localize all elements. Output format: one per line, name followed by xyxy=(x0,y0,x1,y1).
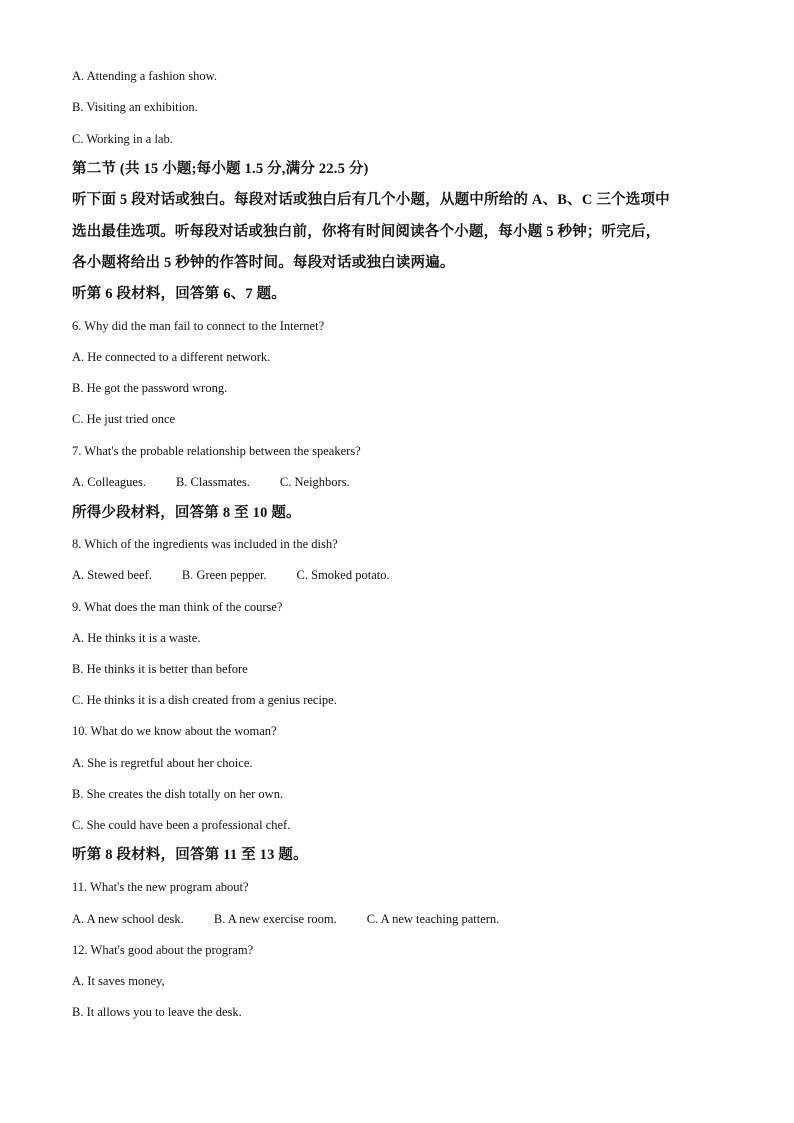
section-heading: 第二节 (共 15 小题;每小题 1.5 分,满分 22.5 分) xyxy=(72,161,369,177)
question-line: 6. Why did the man fail to connect to the Internet? xyxy=(72,319,325,333)
question-line: 7. What's the probable relationship between the speakers? xyxy=(72,444,361,458)
material-heading: 听第 6 段材料，回答第 6、7 题。 xyxy=(72,286,287,302)
option: C. Smoked potato. xyxy=(296,568,390,582)
option-line: B. It allows you to leave the desk. xyxy=(72,1005,242,1019)
question-line: 9. What does the man think of the course? xyxy=(72,600,283,614)
options-row xyxy=(72,474,350,490)
option: B. Classmates. xyxy=(175,475,250,489)
option: A. A new school desk. xyxy=(72,912,184,926)
option-line: C. Working in a lab. xyxy=(72,132,173,146)
material-heading: 所得少段材料，回答第 8 至 10 题。 xyxy=(72,505,301,521)
option: C. Neighbors. xyxy=(279,475,350,489)
option: A. Colleagues. xyxy=(72,475,146,489)
question-line: 10. What do we know about the woman? xyxy=(72,724,277,738)
option-line: B. He thinks it is better than before xyxy=(72,662,248,676)
option-line: A. Attending a fashion show. xyxy=(72,69,218,83)
option-line: A. It saves money, xyxy=(72,974,165,988)
material-heading: 听第 8 段材料，回答第 11 至 13 题。 xyxy=(72,847,308,863)
option-line: C. He thinks it is a dish created from a genius recipe. xyxy=(72,693,337,707)
option: B. Green pepper. xyxy=(181,568,267,582)
option-line: C. She could have been a professional chef. xyxy=(72,818,291,832)
option: A. Stewed beef. xyxy=(72,568,152,582)
option-line: B. Visiting an exhibition. xyxy=(72,100,198,114)
question-line: 8. Which of the ingredients was included in the dish? xyxy=(72,537,338,551)
option: B. A new exercise room. xyxy=(213,912,337,926)
options-row xyxy=(72,911,499,927)
option-line: B. He got the password wrong. xyxy=(72,381,228,395)
question-line: 11. What's the new program about? xyxy=(72,880,249,894)
option-line: A. He thinks it is a waste. xyxy=(72,631,201,645)
question-line: 12. What's good about the program? xyxy=(72,943,254,957)
instruction-line: 各小题将给出 5 秒钟的作答时间。每段对话或独白读两遍。 xyxy=(72,255,455,271)
options-row xyxy=(72,567,390,583)
option-line: A. She is regretful about her choice. xyxy=(72,756,253,770)
instruction-line: 选出最佳选项。听每段对话或独白前，你将有时间阅读各个小题，每小题 5 秒钟；听完后， xyxy=(72,224,661,240)
option: C. A new teaching pattern. xyxy=(366,912,500,926)
option-line: B. She creates the dish totally on her own. xyxy=(72,787,284,801)
instruction-line: 听下面 5 段对话或独白。每段对话或独白后有几个小题，从题中所给的 A、B、C 三个选项中 xyxy=(72,192,670,208)
option-line: C. He just tried once xyxy=(72,412,176,426)
option-line: A. He connected to a different network. xyxy=(72,350,271,364)
